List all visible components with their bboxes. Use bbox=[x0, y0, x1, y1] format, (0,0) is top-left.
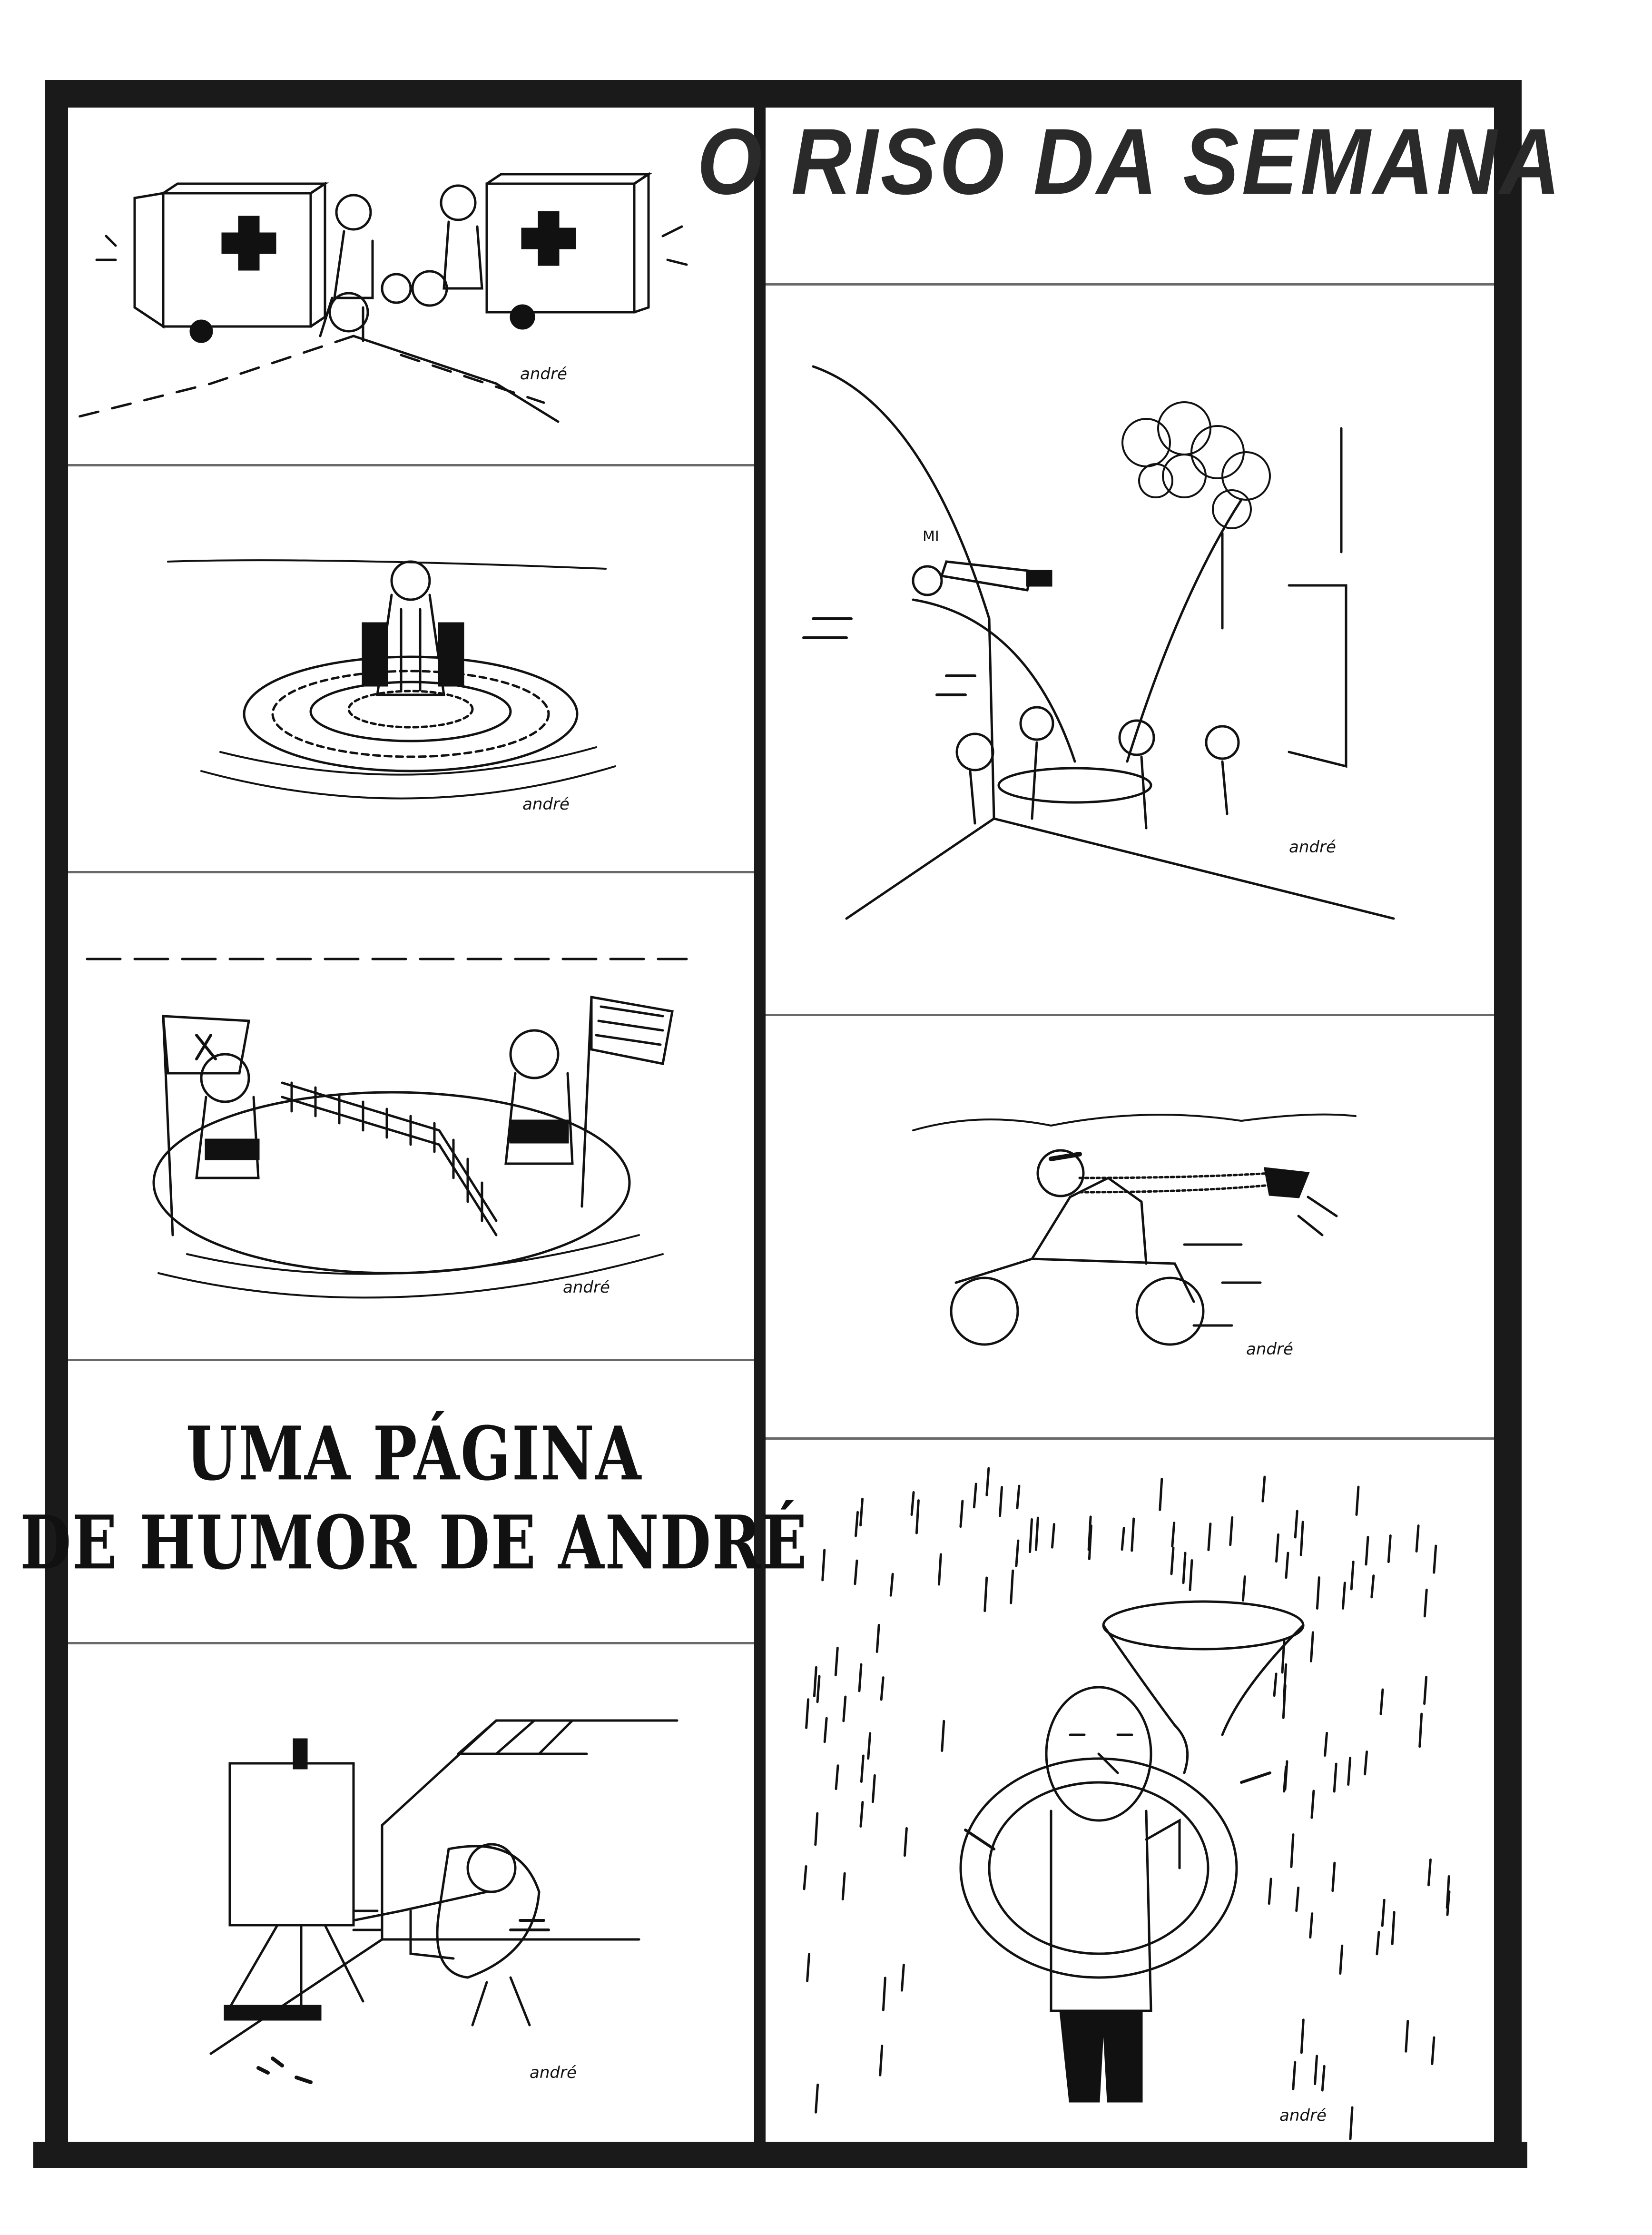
rain-streak bbox=[877, 1625, 879, 1652]
rain-streak bbox=[861, 1499, 863, 1525]
rain-streak bbox=[825, 1718, 826, 1742]
rain-streak bbox=[1312, 1791, 1314, 1818]
rain-streak bbox=[974, 1484, 976, 1507]
rain-streak bbox=[1317, 1578, 1319, 1609]
rain-streak bbox=[916, 1501, 918, 1533]
rain-streak bbox=[804, 1866, 806, 1889]
rain-streak bbox=[861, 1756, 863, 1782]
painter-illustration bbox=[68, 1644, 754, 2142]
cartoon-painter bbox=[68, 1644, 754, 2142]
rain-streak bbox=[1269, 1879, 1271, 1904]
rain-streak bbox=[881, 1678, 883, 1700]
rain-streak bbox=[1274, 1674, 1276, 1696]
cartoon-flags-island bbox=[68, 873, 754, 1359]
rain-streak bbox=[1297, 1888, 1298, 1910]
caption-box bbox=[20, 1361, 808, 1637]
rain-streak bbox=[807, 1954, 809, 1981]
rain-streak bbox=[1340, 1946, 1342, 1973]
rain-streak bbox=[861, 1802, 863, 1826]
sink-island-illustration bbox=[68, 466, 754, 871]
rain-streak bbox=[985, 1578, 987, 1611]
rain-streak bbox=[1351, 1562, 1353, 1589]
rain-streak bbox=[1243, 1577, 1245, 1601]
right-border bbox=[1494, 80, 1522, 2168]
rain-streak bbox=[1365, 1752, 1367, 1774]
rain-streak bbox=[987, 1468, 989, 1495]
rain-streak bbox=[1382, 1900, 1384, 1926]
rain-streak bbox=[1334, 1764, 1336, 1791]
cartoon-sink-island bbox=[68, 466, 754, 871]
rain-streak bbox=[873, 1775, 875, 1801]
rain-streak bbox=[1425, 1590, 1426, 1616]
rain-streak bbox=[942, 1721, 944, 1750]
rain-streak bbox=[1434, 1546, 1436, 1572]
rain-streak bbox=[1286, 1553, 1288, 1578]
rain-streak bbox=[1295, 1511, 1297, 1537]
rain-streak bbox=[816, 2085, 818, 2112]
rain-streak bbox=[836, 1766, 838, 1789]
rain-streak bbox=[1406, 2021, 1408, 2052]
rain-streak bbox=[1293, 2062, 1295, 2089]
rain-streak bbox=[1428, 1859, 1430, 1885]
rain-streak bbox=[1348, 1758, 1350, 1784]
rain-streak bbox=[883, 1978, 885, 2010]
rain-streak bbox=[823, 1550, 825, 1580]
rain-streak bbox=[1357, 1487, 1358, 1514]
rain-streak bbox=[1011, 1571, 1013, 1603]
signature-painter: andré bbox=[530, 2063, 577, 2082]
ambulances-illustration bbox=[68, 108, 754, 464]
rain-streak bbox=[1017, 1486, 1019, 1508]
rain-streak bbox=[1416, 1526, 1418, 1552]
signature-trampoline: andré bbox=[1289, 838, 1336, 857]
cartoon-trampoline bbox=[766, 286, 1494, 1014]
rain-streak bbox=[1276, 1534, 1278, 1561]
rain-streak bbox=[939, 1554, 941, 1584]
caption-line-1: UMA PÁGINA bbox=[186, 1411, 642, 1498]
rain-streak bbox=[961, 1501, 963, 1527]
rain-streak bbox=[844, 1697, 846, 1721]
rain-streak bbox=[1392, 1912, 1394, 1944]
rain-streak bbox=[1310, 1914, 1312, 1938]
trampoline-illustration bbox=[766, 286, 1494, 1014]
signature-tuba-rain: andré bbox=[1279, 2106, 1327, 2125]
rain-streak bbox=[1183, 1553, 1185, 1583]
cartoon-ambulances bbox=[68, 108, 754, 464]
rain-streak bbox=[1052, 1524, 1054, 1548]
caption-line-2: DE HUMOR DE ANDRÉ bbox=[20, 1500, 808, 1586]
rain-streak bbox=[1311, 1632, 1313, 1661]
rain-streak bbox=[1190, 1561, 1192, 1590]
rain-streak bbox=[1366, 1537, 1368, 1564]
rain-streak bbox=[1377, 1932, 1379, 1954]
signature-motorcycle: andré bbox=[1246, 1340, 1293, 1359]
rain-streak bbox=[1160, 1479, 1162, 1510]
rain-streak bbox=[1388, 1536, 1390, 1562]
rain-streak bbox=[1291, 1835, 1293, 1867]
rain-streak bbox=[905, 1829, 906, 1856]
rain-streak bbox=[1322, 2066, 1324, 2090]
rain-streak bbox=[814, 1667, 816, 1696]
rain-streak bbox=[856, 1512, 858, 1536]
rain-streak bbox=[1350, 2107, 1352, 2139]
cartoon-motorcycle bbox=[766, 1016, 1494, 1437]
signature-sink-island: andré bbox=[522, 795, 570, 814]
rain-streak bbox=[912, 1492, 914, 1514]
speech-mi: MI bbox=[923, 528, 939, 545]
rain-streak bbox=[1172, 1523, 1174, 1546]
rain-streak bbox=[1333, 1863, 1335, 1891]
signature-ambulances: andré bbox=[520, 365, 567, 384]
rain-streak bbox=[868, 1733, 870, 1759]
rain-streak bbox=[1171, 1548, 1173, 1574]
rain-streak bbox=[1325, 1733, 1327, 1755]
bottom-border bbox=[33, 2142, 1527, 2168]
title-box bbox=[697, 109, 1564, 214]
cartoon-tuba-rain bbox=[766, 1440, 1494, 2142]
flags-island-illustration bbox=[68, 873, 754, 1359]
left-border bbox=[45, 80, 68, 2168]
rain-streak bbox=[1343, 1583, 1345, 1609]
rain-streak bbox=[1030, 1520, 1032, 1552]
rain-streak bbox=[1132, 1519, 1134, 1551]
rain-streak bbox=[843, 1873, 845, 1899]
signature-flags-island: andré bbox=[563, 1278, 610, 1297]
rain-streak bbox=[1372, 1576, 1374, 1597]
rain-streak bbox=[1209, 1524, 1210, 1550]
rain-streak bbox=[1432, 2037, 1434, 2064]
rain-streak bbox=[1301, 2020, 1303, 2053]
tuba-rain-illustration bbox=[766, 1440, 1494, 2142]
rain-streak bbox=[1315, 2056, 1317, 2084]
rain-streak bbox=[1230, 1517, 1232, 1544]
rain-streak bbox=[1381, 1690, 1383, 1714]
rain-streak bbox=[891, 1574, 893, 1595]
rain-streak bbox=[1425, 1677, 1426, 1704]
rain-streak bbox=[859, 1664, 861, 1691]
column-divider bbox=[754, 80, 766, 2168]
rain-streak bbox=[817, 1676, 819, 1702]
rain-streak bbox=[1420, 1714, 1422, 1747]
rain-streak bbox=[1036, 1518, 1038, 1550]
rain-streak bbox=[1122, 1528, 1124, 1550]
page-title: O RISO DA SEMANA bbox=[697, 109, 1564, 214]
rain-streak bbox=[1000, 1487, 1002, 1516]
rain-streak bbox=[836, 1648, 837, 1675]
rain-streak bbox=[806, 1700, 808, 1728]
rain-streak bbox=[1263, 1477, 1265, 1501]
rain-streak bbox=[855, 1561, 857, 1584]
rain-streak bbox=[1016, 1541, 1018, 1566]
motorcycle-illustration bbox=[766, 1016, 1494, 1437]
rain-streak bbox=[816, 1813, 817, 1845]
rain-streak bbox=[1301, 1522, 1303, 1555]
rain-streak bbox=[880, 2046, 882, 2076]
rain-streak bbox=[902, 1965, 904, 1990]
top-border bbox=[45, 80, 1520, 108]
